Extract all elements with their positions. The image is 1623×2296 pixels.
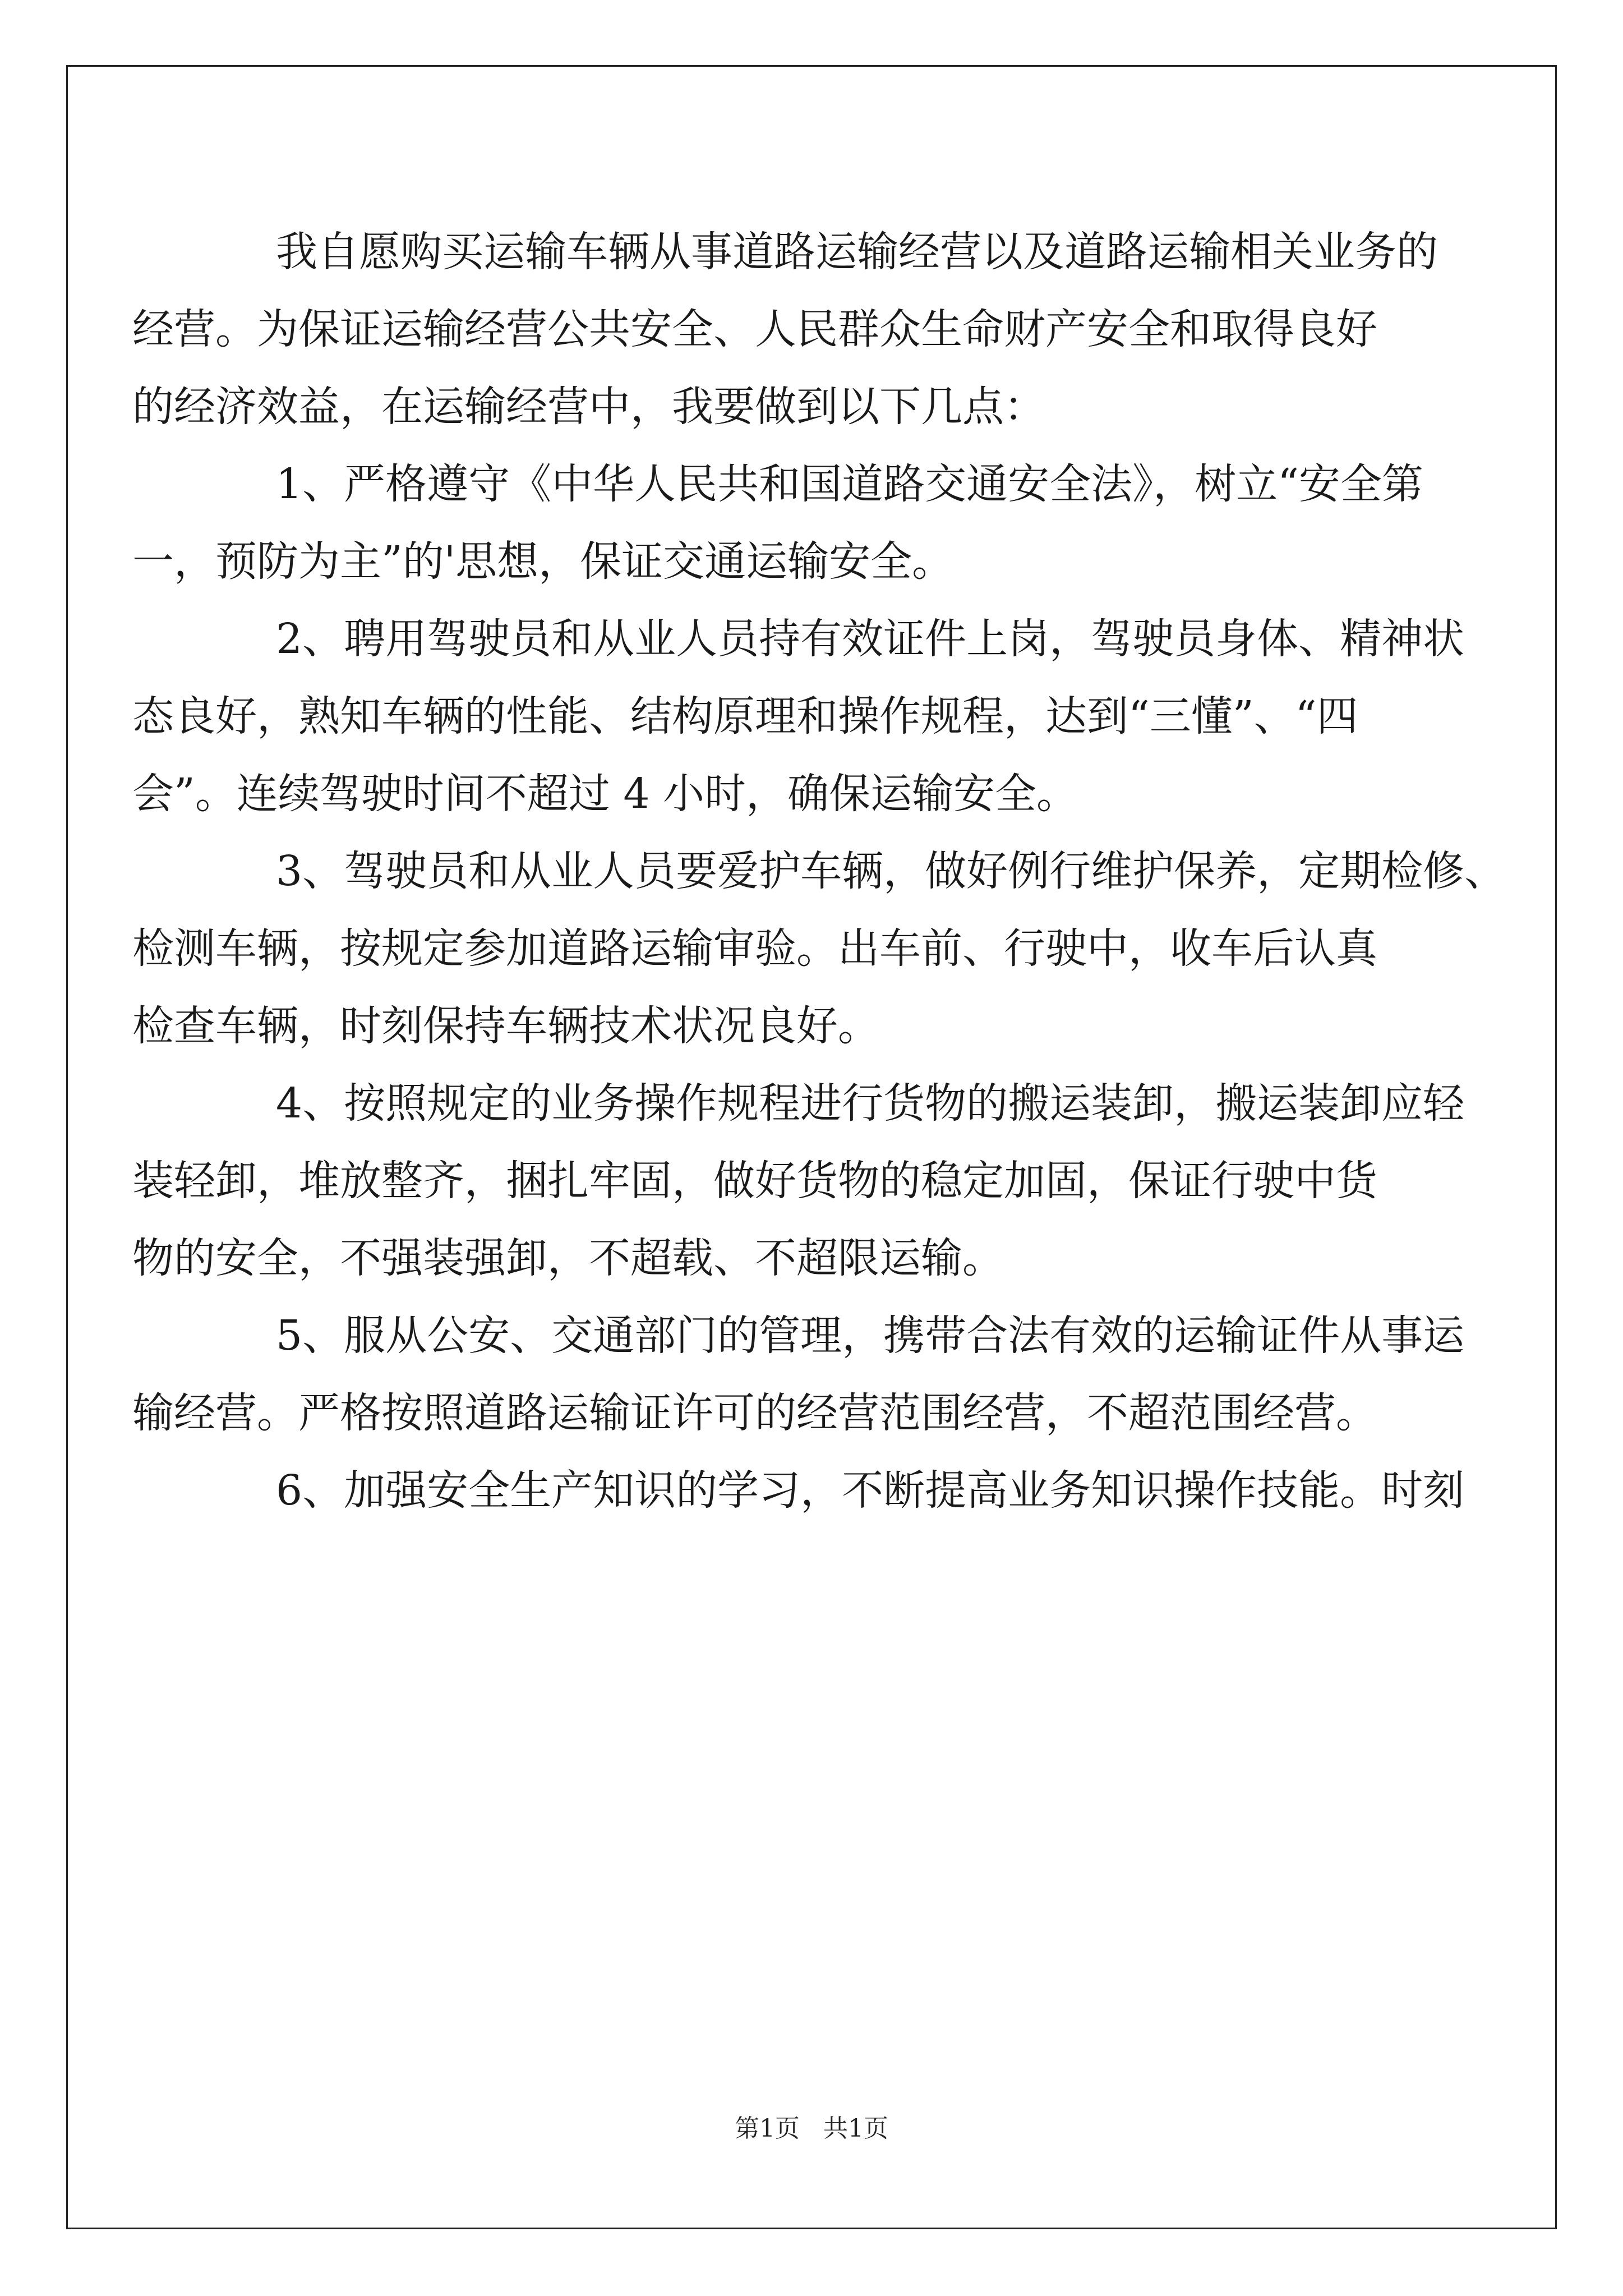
paragraph-line: 经营。为保证运输经营公共安全、人民群众生命财产安全和取得良好: [132, 305, 1377, 353]
paragraph-line: 检测车辆，按规定参加道路运输审验。出车前、行驶中，收车后认真: [132, 924, 1377, 973]
paragraph-line: 6、加强安全生产知识的学习，不断提高业务知识操作技能。时刻: [276, 1466, 1465, 1515]
paragraph-line: 物的安全，不强装强卸，不超载、不超限运输。: [132, 1234, 1004, 1282]
paragraph-line: 5、服从公安、交通部门的管理，携带合法有效的运输证件从事运: [276, 1312, 1465, 1360]
paragraph-line: 会”。连续驾驶时间不超过 4 小时，确保运输安全。: [132, 770, 1078, 818]
paragraph-line: 态良好，熟知车辆的性能、结构原理和操作规程，达到“三懂”、“四: [132, 692, 1358, 740]
paragraph-line: 1、严格遵守《中华人民共和国道路交通安全法》，树立“安全第: [276, 460, 1423, 508]
paragraph-line: 4、按照规定的业务操作规程进行货物的搬运装卸，搬运装卸应轻: [276, 1079, 1465, 1128]
paragraph-line: 检查车辆，时刻保持车辆技术状况良好。: [132, 1002, 879, 1050]
page-number: 第1页 共1页: [735, 2114, 888, 2143]
paragraph-line: 装轻卸，堆放整齐，捆扎牢固，做好货物的稳定加固，保证行驶中货: [132, 1157, 1377, 1205]
paragraph-line: 的经济效益，在运输经营中，我要做到以下几点：: [132, 383, 1045, 431]
document-body: [132, 213, 1506, 1529]
paragraph-line: 输经营。严格按照道路运输证许可的经营范围经营，不超范围经营。: [132, 1389, 1377, 1437]
paragraph-line: 一，预防为主”的'思想，保证交通运输安全。: [132, 537, 954, 586]
paragraph-line: 我自愿购买运输车辆从事道路运输经营以及道路运输相关业务的: [276, 228, 1438, 276]
paragraph-line: 2、聘用驾驶员和从业人员持有效证件上岗，驾驶员身体、精神状: [276, 615, 1465, 663]
paragraph-line: 3、驾驶员和从业人员要爱护车辆，做好例行维护保养，定期检修、: [276, 847, 1506, 895]
